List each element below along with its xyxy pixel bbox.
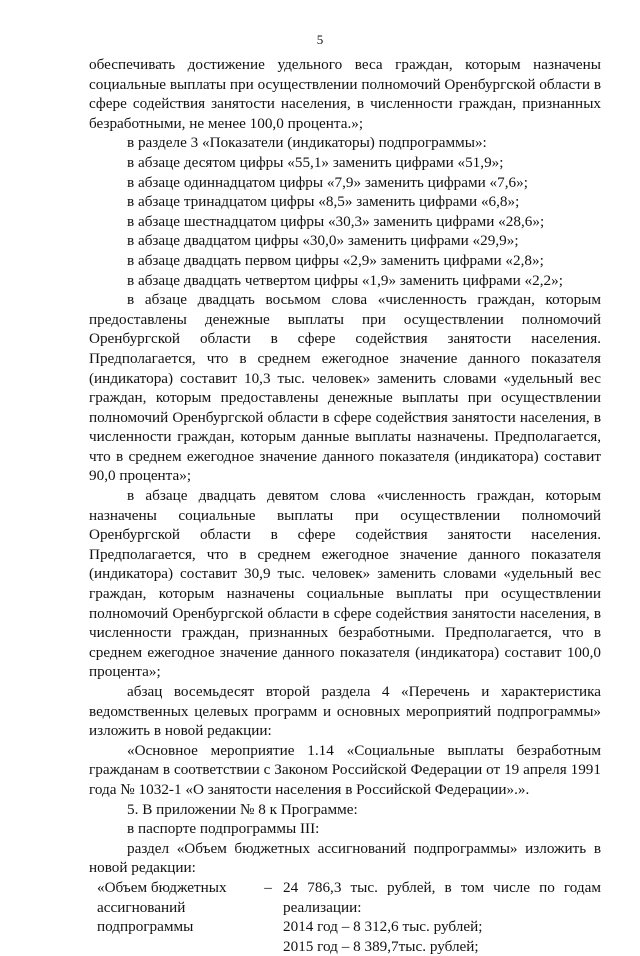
- paragraph: в абзаце двадцать восьмом слова «численность граждан, которым предоставлены денежные выплаты при осуществлении полномочий Оренбургской области в сфере содействия занятости населения. Предполагается, что в среднем ежегодное значение данного показателя (индикатора) составит 10,3 тыс. человек» заменить словами «удельный вес граждан, которым предоставлены денежные выплаты при осуществлении полномочий Оренбургской области в сфере содействия занятости населения, в численности граждан, которым данные выплаты назначены. Предполагается, что в среднем ежегодное значение данного показателя (индикатора) составит 90,0 процента»;: [89, 291, 601, 485]
- paragraph: раздел «Объем бюджетных ассигнований подпрограммы» изложить в новой редакции:: [89, 839, 601, 877]
- paragraph-quote: «Основное мероприятие 1.14 «Социальные выплаты безработным гражданам в соответствии с Законом Российской Федерации от 19 апреля 1991 года № 1032-1 «О занятости населения в Российской Федерации».».: [89, 741, 601, 798]
- document-body: [89, 55, 601, 956]
- value-line: 24 786,3 тыс. рублей, в том числе по годам реализации:: [283, 878, 601, 916]
- paragraph: в абзаце двадцать первом цифры «2,9» заменить цифрами «2,8»;: [127, 251, 544, 269]
- paragraph: абзац восемьдесят второй раздела 4 «Перечень и характеристика ведомственных целевых программ и основных мероприятий подпрограммы» изложить в новой редакции:: [89, 683, 601, 740]
- paragraph: в абзаце двадцать девятом слова «численность граждан, которым назначены социальные выплаты при осуществлении полномочий Оренбургской области в сфере содействия занятости населения. Предполагается, что в среднем ежегодное значение данного показателя (индикатора) составит 30,9 тыс. человек» заменить словами «удельный вес граждан, которым назначены социальные выплаты при осуществлении полномочий Оренбургской области в сфере содействия занятости населения, в численности граждан, признанных безработными. Предполагается, что в среднем ежегодное значение данного показателя (индикатора) составит 100,0 процента»;: [89, 487, 601, 681]
- paragraph: в абзаце двадцать четвертом цифры «1,9» заменить цифрами «2,2»;: [127, 271, 563, 289]
- page-number: 5: [316, 32, 324, 47]
- value-line: 2015 год – 8 389,7тыс. рублей;: [283, 937, 479, 955]
- label-line: «Объем бюджетных: [97, 878, 227, 896]
- label-line: подпрограммы: [97, 918, 194, 936]
- value-line: 2014 год – 8 312,6 тыс. рублей;: [283, 918, 483, 936]
- paragraph: в разделе 3 «Показатели (индикаторы) подпрограммы»:: [127, 134, 487, 152]
- paragraph: в паспорте подпрограммы III:: [127, 820, 320, 838]
- paragraph: в абзаце двадцатом цифры «30,0» заменить цифрами «29,9»;: [127, 232, 519, 250]
- budget-table-dash: –: [264, 878, 272, 896]
- paragraph: 5. В приложении № 8 к Программе:: [127, 800, 358, 818]
- label-line: ассигнований: [97, 898, 186, 916]
- budget-table-label: [89, 878, 253, 956]
- paragraph: в абзаце шестнадцатом цифры «30,3» заменить цифрами «28,6»;: [127, 212, 545, 230]
- paragraph-intro: обеспечивать достижение удельного веса граждан, которым назначены социальные выплаты при осуществлении полномочий Оренбургской области в сфере содействия занятости населения, в численности граждан, признанных безработными, не менее 100,0 процента.»;: [89, 56, 601, 132]
- budget-table-value: [283, 878, 601, 956]
- paragraph: в абзаце одиннадцатом цифры «7,9» заменить цифрами «7,6»;: [127, 173, 528, 191]
- paragraph: в абзаце тринадцатом цифры «8,5» заменить цифрами «6,8»;: [127, 193, 520, 211]
- paragraph: в абзаце десятом цифры «55,1» заменить цифрами «51,9»;: [127, 153, 504, 171]
- budget-table: [89, 878, 601, 956]
